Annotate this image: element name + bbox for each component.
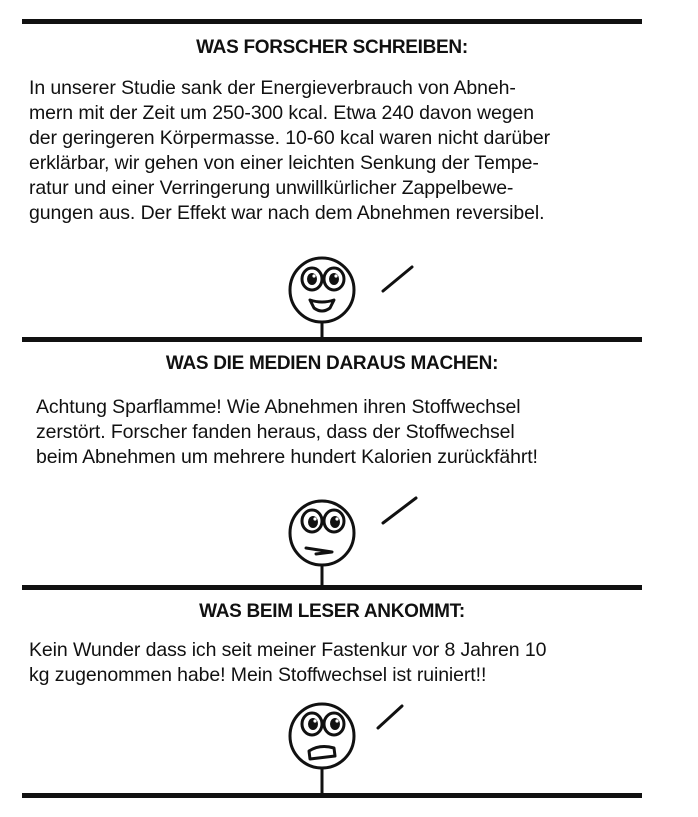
panel-1-text-line: In unserer Studie sank der Energieverbrauch von Abneh- [29,77,516,99]
panel-2-stick-figure [280,495,430,585]
panel-2-text-line: zerstört. Forscher fanden heraus, dass der Stoffwechsel [36,421,515,443]
panel-1-heading: WAS FORSCHER SCHREIBEN: [196,37,468,58]
panel-2-heading: WAS DIE MEDIEN DARAUS MACHEN: [165,353,499,374]
bottom-divider [22,793,642,798]
speech-line-icon [383,267,412,291]
panel-1-text-line: ratur und einer Verringerung unwillkürlicher Zappelbewe- [29,177,514,199]
panel-1-text [29,76,550,226]
panel-3-text [29,638,546,688]
speech-line-icon [383,498,416,523]
speech-line-icon [378,706,402,728]
panel-1-stick-figure [280,250,430,340]
panel-2-text-line: beim Abnehmen um mehrere hundert Kalorien zurückfährt! [36,446,538,468]
panel-1-text-line: erklärbar, wir gehen von einer leichten Senkung der Tempe- [29,152,539,174]
panel-2-text-line: Achtung Sparflamme! Wie Abnehmen ihren Stoffwechsel [36,396,521,418]
panel-3-text-line: kg zugenommen habe! Mein Stoffwechsel ist ruiniert!! [29,664,487,686]
top-divider [22,19,642,24]
panel-3-heading: WAS BEIM LESER ANKOMMT: [199,601,465,622]
panel-2-divider [22,337,642,342]
panel-1-text-line: der geringeren Körpermasse. 10-60 kcal waren nicht darüber [29,127,550,149]
panel-2-text [36,395,538,470]
panel-3-stick-figure [280,698,430,794]
panel-1-text-line: gungen aus. Der Effekt war nach dem Abnehmen reversibel. [29,202,545,224]
panel-3-divider [22,585,642,590]
panel-3-text-line: Kein Wunder dass ich seit meiner Fastenkur vor 8 Jahren 10 [29,639,547,661]
panel-1-text-line: mern mit der Zeit um 250-300 kcal. Etwa 240 davon wegen [29,102,535,124]
